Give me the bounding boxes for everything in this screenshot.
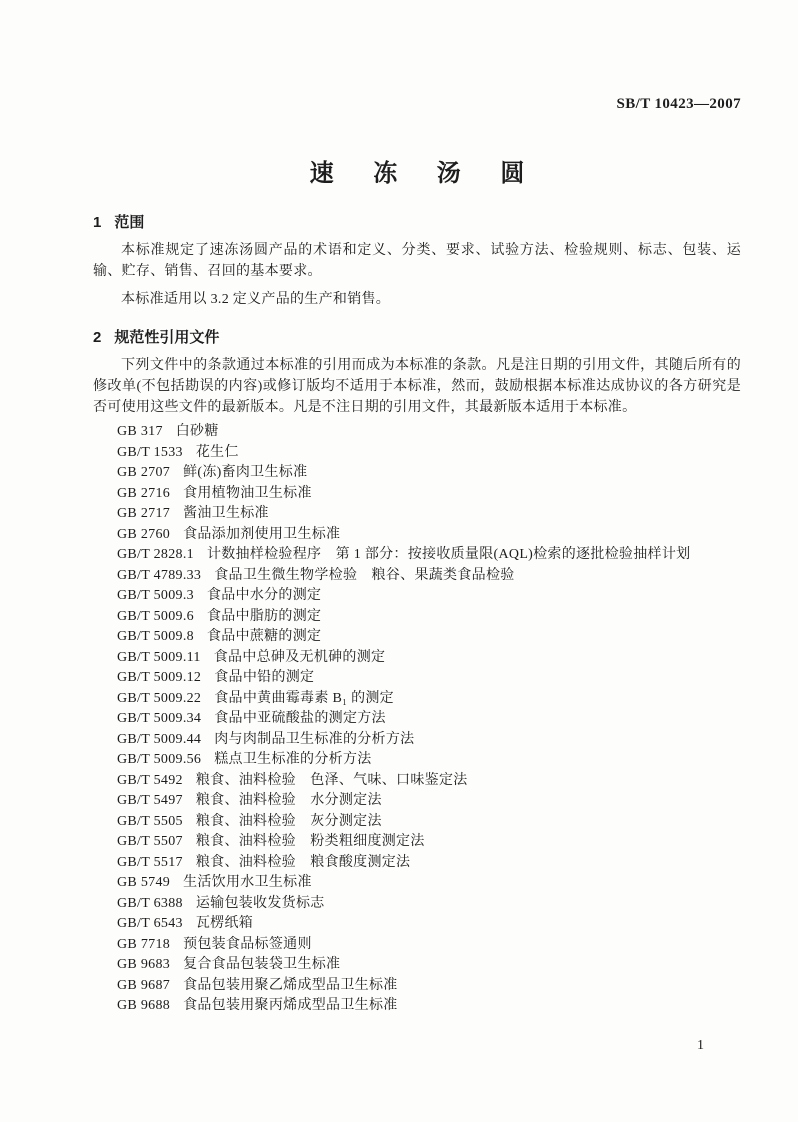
reference-standard-code: GB/T 5492 <box>117 772 183 788</box>
reference-standard-code: GB 9683 <box>117 957 171 972</box>
reference-item <box>93 586 741 607</box>
scope-paragraph: 本标准适用以 3.2 定义产品的生产和销售。 <box>121 292 391 307</box>
section-references-heading <box>93 328 741 348</box>
reference-standard-code: GB/T 5009.44 <box>117 731 202 747</box>
reference-standard-code: GB/T 5505 <box>117 813 183 829</box>
reference-item <box>93 689 741 710</box>
reference-item <box>93 525 741 546</box>
reference-standard-code: GB 317 <box>117 424 163 439</box>
reference-standard-code: GB/T 2828.1 <box>117 547 194 562</box>
reference-standard-code: GB/T 5507 <box>117 834 183 849</box>
page-number: 1 <box>697 1038 704 1053</box>
reference-standard-code: GB 9688 <box>117 998 171 1013</box>
reference-standard-title: 粮食、油料检验 色泽、气味、口味鉴定法 <box>195 772 468 788</box>
reference-standard-code: GB/T 5009.34 <box>117 711 202 726</box>
reference-item <box>93 812 741 833</box>
reference-standard-code: GB/T 4789.33 <box>117 567 202 583</box>
reference-item <box>93 894 741 915</box>
reference-standard-title: 食品添加剂使用卫生标准 <box>183 526 341 542</box>
reference-standard-title: 食品中总砷及无机砷的测定 <box>213 649 386 665</box>
reference-item <box>93 627 741 648</box>
reference-standard-title: 粮食、油料检验 灰分测定法 <box>195 813 382 829</box>
reference-standard-code: GB/T 1533 <box>117 444 183 460</box>
reference-item <box>93 607 741 628</box>
reference-item <box>93 709 741 730</box>
reference-standard-code: GB/T 6388 <box>117 895 183 911</box>
reference-standard-title: 鲜(冻)畜肉卫生标准 <box>183 465 308 480</box>
reference-standard-title: 运输包装收发货标志 <box>195 895 325 911</box>
reference-standard-title: 食品包装用聚乙烯成型品卫生标准 <box>183 977 398 993</box>
reference-standard-code: GB 2760 <box>117 526 171 542</box>
reference-standard-title: 肉与肉制品卫生标准的分析方法 <box>214 731 415 747</box>
reference-standard-code: GB/T 5009.12 <box>117 670 202 685</box>
reference-standard-title: 食品中黄曲霉毒素 B₁ 的测定 <box>214 690 394 706</box>
reference-item <box>93 771 741 792</box>
reference-standard-title: 食品中亚硫酸盐的测定方法 <box>214 711 386 726</box>
reference-item <box>93 791 741 812</box>
reference-standard-code: GB/T 5009.6 <box>117 608 194 624</box>
reference-standard-code: GB/T 5009.3 <box>117 588 194 603</box>
reference-item <box>93 443 741 464</box>
reference-item <box>93 935 741 956</box>
reference-standard-title: 糕点卫生标准的分析方法 <box>214 752 372 767</box>
reference-standard-title: 预包装食品标签通则 <box>183 936 312 952</box>
section-scope <box>93 213 741 310</box>
reference-item <box>93 463 741 484</box>
reference-standard-title: 花生仁 <box>195 444 239 460</box>
reference-standard-title: 食品包装用聚丙烯成型品卫生标准 <box>183 998 398 1013</box>
reference-standard-title: 食品中蔗糖的测定 <box>206 629 322 644</box>
reference-item <box>93 976 741 997</box>
reference-item <box>93 730 741 751</box>
section-title: 范围 <box>114 214 145 231</box>
reference-standard-code: GB 2716 <box>117 485 171 501</box>
reference-item <box>93 422 741 443</box>
reference-standard-title: 食品中铅的测定 <box>214 670 315 685</box>
reference-standard-code: GB 5749 <box>117 875 171 890</box>
reference-standard-title: 粮食、油料检验 水分测定法 <box>195 793 382 808</box>
section-title: 规范性引用文件 <box>114 329 220 346</box>
section-normative-references <box>93 328 741 1017</box>
reference-standard-code: GB/T 5009.56 <box>117 752 202 767</box>
reference-item <box>93 668 741 689</box>
reference-item <box>93 955 741 976</box>
reference-standard-code: GB 2707 <box>117 465 171 480</box>
reference-item <box>93 873 741 894</box>
reference-item <box>93 832 741 853</box>
reference-standard-title: 食品卫生微生物学检验 粮谷、果蔬类食品检验 <box>214 567 515 583</box>
reference-item <box>93 648 741 669</box>
reference-item <box>93 853 741 874</box>
reference-standard-code: GB/T 5009.8 <box>117 629 194 644</box>
reference-list <box>93 422 741 1017</box>
reference-standard-code: GB/T 5517 <box>117 854 183 870</box>
standard-code: SB/T 10423—2007 <box>616 96 741 112</box>
reference-standard-code: GB 2717 <box>117 506 171 521</box>
reference-standard-code: GB/T 5009.22 <box>117 690 202 706</box>
document-title: 速冻汤圆 <box>309 160 564 187</box>
reference-item <box>93 484 741 505</box>
reference-standard-code: GB/T 5497 <box>117 793 183 808</box>
reference-standard-title: 食用植物油卫生标准 <box>183 485 312 501</box>
reference-standard-title: 白砂糖 <box>175 424 219 439</box>
reference-standard-title: 瓦楞纸箱 <box>195 916 254 931</box>
reference-item <box>93 996 741 1017</box>
reference-standard-title: 酱油卫生标准 <box>183 506 269 521</box>
reference-standard-code: GB 9687 <box>117 977 171 993</box>
section-number: 1 <box>93 214 102 231</box>
reference-standard-code: GB 7718 <box>117 936 171 952</box>
reference-standard-code: GB/T 6543 <box>117 916 183 931</box>
reference-standard-title: 粮食、油料检验 粮食酸度测定法 <box>195 854 411 870</box>
reference-item <box>93 504 741 525</box>
reference-item <box>93 566 741 587</box>
reference-standard-code: GB/T 5009.11 <box>117 649 201 665</box>
section-number: 2 <box>93 329 102 346</box>
reference-item <box>93 750 741 771</box>
scope-paragraph: 本标准规定了速冻汤圆产品的术语和定义、分类、要求、试验方法、检验规则、标志、包装、运输、贮存、销售、召回的基本要求。 <box>93 243 741 279</box>
reference-standard-title: 生活饮用水卫生标准 <box>183 875 312 890</box>
section-scope-heading <box>93 213 741 233</box>
reference-standard-title: 食品中水分的测定 <box>206 588 322 603</box>
reference-standard-title: 复合食品包装袋卫生标准 <box>183 957 341 972</box>
reference-standard-title: 食品中脂肪的测定 <box>206 608 322 624</box>
references-intro-paragraph: 下列文件中的条款通过本标准的引用而成为本标准的条款。凡是注日期的引用文件，其随后所有的修改单(不包括勘误的内容)或修订版均不适用于本标准，然而，鼓励根据本标准达成协议的各方研究是否可使用这些文件的最新版本。凡是不注日期的引用文件，其最新版本适用于本标准。 <box>93 358 741 415</box>
reference-standard-title: 粮食、油料检验 粉类粗细度测定法 <box>195 834 425 849</box>
reference-item <box>93 545 741 566</box>
reference-standard-title: 计数抽样检验程序 第 1 部分：按接收质量限(AQL)检索的逐批检验抽样计划 <box>206 547 691 562</box>
reference-item <box>93 914 741 935</box>
